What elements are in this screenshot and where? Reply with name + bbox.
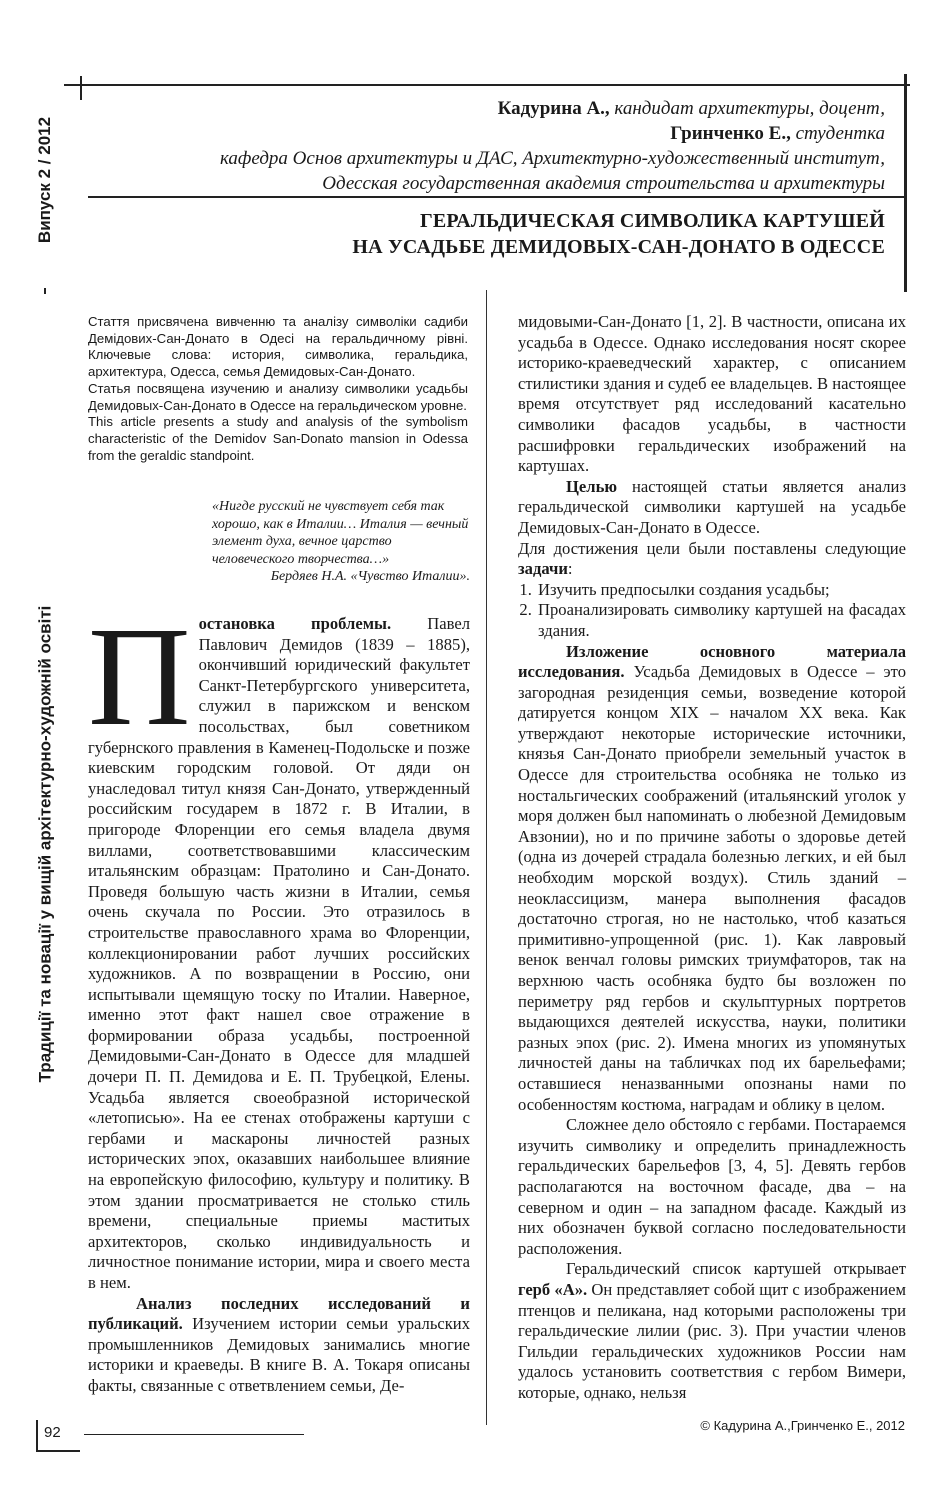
text-problem: Павел Павлович Демидов (1839 – 1885), окончивший юридический факультет Санкт-Петербургского университета, служил в парижском и венском посольствах, был советником губернского правления в Каменец-Подольске и позже киевским городским головой. От дяди он унаследовал титул князя Сан-Донато, утвержденный российским государем в 1872 г. В Италии, в пригороде Флоренции его семья владела двумя виллами, соответствовавшими классическим итальянским образцам: Пратолино и Сан-Донато. Проведя большую часть жизни в Италии, семья очень скучала по России. Это отразилось в строительстве православного храма во Флоренции, коллекционировании работ лучших российских художников. А по возвращении в Россию, они испытывали щемящую тоску по Италии. Наверное, именно этот факт нашел свое отражение в формировании образа усадьбы, построенной Демидовыми-Сан-Донато в Одессе для младшей дочери П. П. Демидова и Е. П. Трубецкой, Елены. Усадьба является своеобразной исторической «летописью». На ее стенах отображены картуши с гербами и маскароны личностей разных исторических эпох, оказавших наибольшее влияние на европейскую философию, культуру и политику. В этом здании просматривается не столько стиль времени, специальные приемы маститых архитекторов, сколько индивидуальность и личностное понимание истории, мира и своего места в нем. — [88, 614, 470, 1292]
footer-rule — [84, 1434, 304, 1435]
paragraph-problem — [88, 597, 470, 1294]
author-1 — [96, 96, 885, 121]
heading-goal: Целью — [566, 476, 618, 496]
copyright: © Кадурина А.,Гринченко Е., 2012 — [700, 1418, 905, 1433]
page-number: 92 — [44, 1424, 61, 1441]
abstract-ru: Статья посвящена изучению и анализу символики усадьбы Демидовых-Сан-Донато в Одессе на геральдическом уровне. — [88, 380, 468, 413]
text-main: Усадьба Демидовых в Одессе – это загородная резиденция семьи, возведение которой датируется концом XIX – началом XX века. Как утверждают некоторые исторические источники, князья Сан-Донато приобрели земельный участок в Одессе для строительства особняка не только из ностальгических соображений (итальянский уголок у моря должен был напоминать о любезной Демидовым Авзонии), но и по причине заботы о здоровье детей (одна из дочерей страдала болезнью легких, и ей был необходим морской воздух). Стиль зданий – неоклассицизм, манера выполнения фасадов достаточно строгая, но не настолько, чтоб казаться примитивно-упрощенной (рис. 1). Как лавровый венок венчал головы римских триумфаторов, так на верхнюю часть особняка будто бы возложен по периметру ряд гербов и скульптурных портретов выдающихся деятелей искусства, науки, политики разных эпох (рис. 2). Имена многих из упомянутых личностей даны на табличках под их барельефами; оставшиеся неназванными опознаны нами по особенностям костюма, наградам и облику в целом. — [518, 662, 906, 1114]
column-divider — [486, 290, 487, 1425]
text-coat-a-intro: Геральдический список картушей открывает — [566, 1259, 906, 1279]
title-line-2: НА УСАДЬБЕ ДЕМИДОВЫХ-САН-ДОНАТО В ОДЕССЕ — [352, 236, 885, 258]
right-column — [518, 312, 906, 1403]
article-title — [96, 208, 885, 260]
affiliation-1-text: кафедра Основ архитектуры и ДАС, Архитектурно-художественный институт, — [219, 148, 885, 169]
title-line-1: ГЕРАЛЬДИЧЕСКАЯ СИМВОЛИКА КАРТУШЕЙ — [419, 210, 885, 232]
author-2-name: Гринченко Е., — [670, 123, 791, 144]
issue-label — [30, 80, 60, 280]
abstract — [88, 314, 468, 464]
task-item: 1. Изучить предпосылки создания усадьбы; — [536, 580, 906, 601]
tasks-list — [518, 580, 906, 642]
affiliation-1 — [96, 146, 885, 171]
author-1-role: кандидат архитектуры, доцент, — [609, 98, 885, 119]
header-top-rule — [64, 84, 910, 86]
authors-block — [96, 96, 885, 196]
issue-text: Випуск 2 / 2012 — [35, 116, 54, 244]
affiliation-2-text: Одесская государственная академия строительства и архитектуры — [322, 173, 885, 194]
text-tasks-colon: : — [567, 559, 573, 579]
heading-tasks: задачи — [518, 559, 568, 579]
text-coat-a: Он представляет собой щит с изображением птенцов и пеликана, над которыми расположены три геральдические лилии (рис. 3). При участии членов Гильдии геральдических художников России нам удалось установить соответствия с гербом Вимери, которые, однако, нельзя — [518, 1279, 906, 1402]
journal-text: Традиції та новації у вищій архітектурно-художній освіті — [35, 605, 55, 1083]
paragraph-main — [518, 642, 906, 1116]
abstract-ua: Стаття присвячена вивченню та аналізу символіки садиби Демідових-Сан-Донато в Одесі на геральдичному рівні. Ключевые слова: история, символика, геральдика, архитектура, Одесса, семья Демидовых-Сан-Донато. — [88, 314, 468, 380]
text-goal: настоящей статьи является анализ геральдической символики картушей на усадьбе Демидовых-Сан-Донато в Одессе. — [518, 476, 906, 537]
affiliation-2 — [96, 171, 885, 196]
author-2-role: студентка — [790, 123, 885, 144]
left-column — [88, 597, 470, 1397]
header-right-rule — [904, 74, 907, 292]
drop-cap: П — [88, 597, 191, 755]
paragraph-continuation: мидовыми-Сан-Донато [1, 2]. В частности, описана их усадьба в Одессе. Однако исследования носят скорее историко-краеведческий характер, с описанием стилистики здания и судеб ее владельцев. В настоящее время отсутствует ряд исследований касательно символики фасадов усадьбы, в частности расшифровки геральдических изображений на картушах. — [518, 312, 906, 476]
paragraph-analysis — [88, 1294, 470, 1397]
author-2 — [96, 121, 885, 146]
heading-main: Изложение основного материала исследования. — [518, 641, 906, 682]
header-middle-rule — [88, 196, 904, 198]
text-tasks-intro: Для достижения цели были поставлены следующие — [518, 538, 906, 558]
epigraph-quote: «Нигде русский не чувствует себя так хорошо, как в Италии… Италия — вечный элемент духа, вечное царство человеческого творчества…» — [212, 499, 469, 567]
heading-analysis: Анализ последних исследований и публикаций. — [88, 1293, 470, 1334]
paragraph-coat-a — [518, 1259, 906, 1403]
heading-coat-a: герб «А». — [518, 1279, 588, 1299]
paragraph-goal — [518, 477, 906, 539]
paragraph-tasks-intro — [518, 539, 906, 580]
journal-title — [30, 288, 60, 1400]
author-1-name: Кадурина А., — [497, 98, 610, 119]
heading-problem: остановка проблемы. — [198, 614, 392, 633]
header-left-tick — [80, 76, 82, 100]
text-analysis: Изучением истории семьи уральских промышленников Демидовых занимались многие историки и краеведы. В книге В. А. Токаря описаны факты, связанные с ответвлением семьи, Де- — [88, 1314, 470, 1395]
paragraph-coats: Сложнее дело обстояло с гербами. Постараемся изучить символику и определить принадлежность геральдических барельефов [3, 4, 5]. Девять гербов располагаются на восточном фасаде, два – на северном и один – на западном фасаде. Каждый из них обозначен буквой согласно последовательности расположения. — [518, 1115, 906, 1258]
abstract-en: This article presents a study and analysis of the symbolism characteristic of the Demidov San-Donato mansion in Odessa from the geraldic standpoint. — [88, 414, 468, 463]
epigraph — [212, 498, 470, 586]
task-item: 2. Проанализировать символику картушей на фасадах здания. — [536, 600, 906, 641]
epigraph-attribution: Бердяев Н.А. «Чувство Италии». — [270, 569, 470, 584]
